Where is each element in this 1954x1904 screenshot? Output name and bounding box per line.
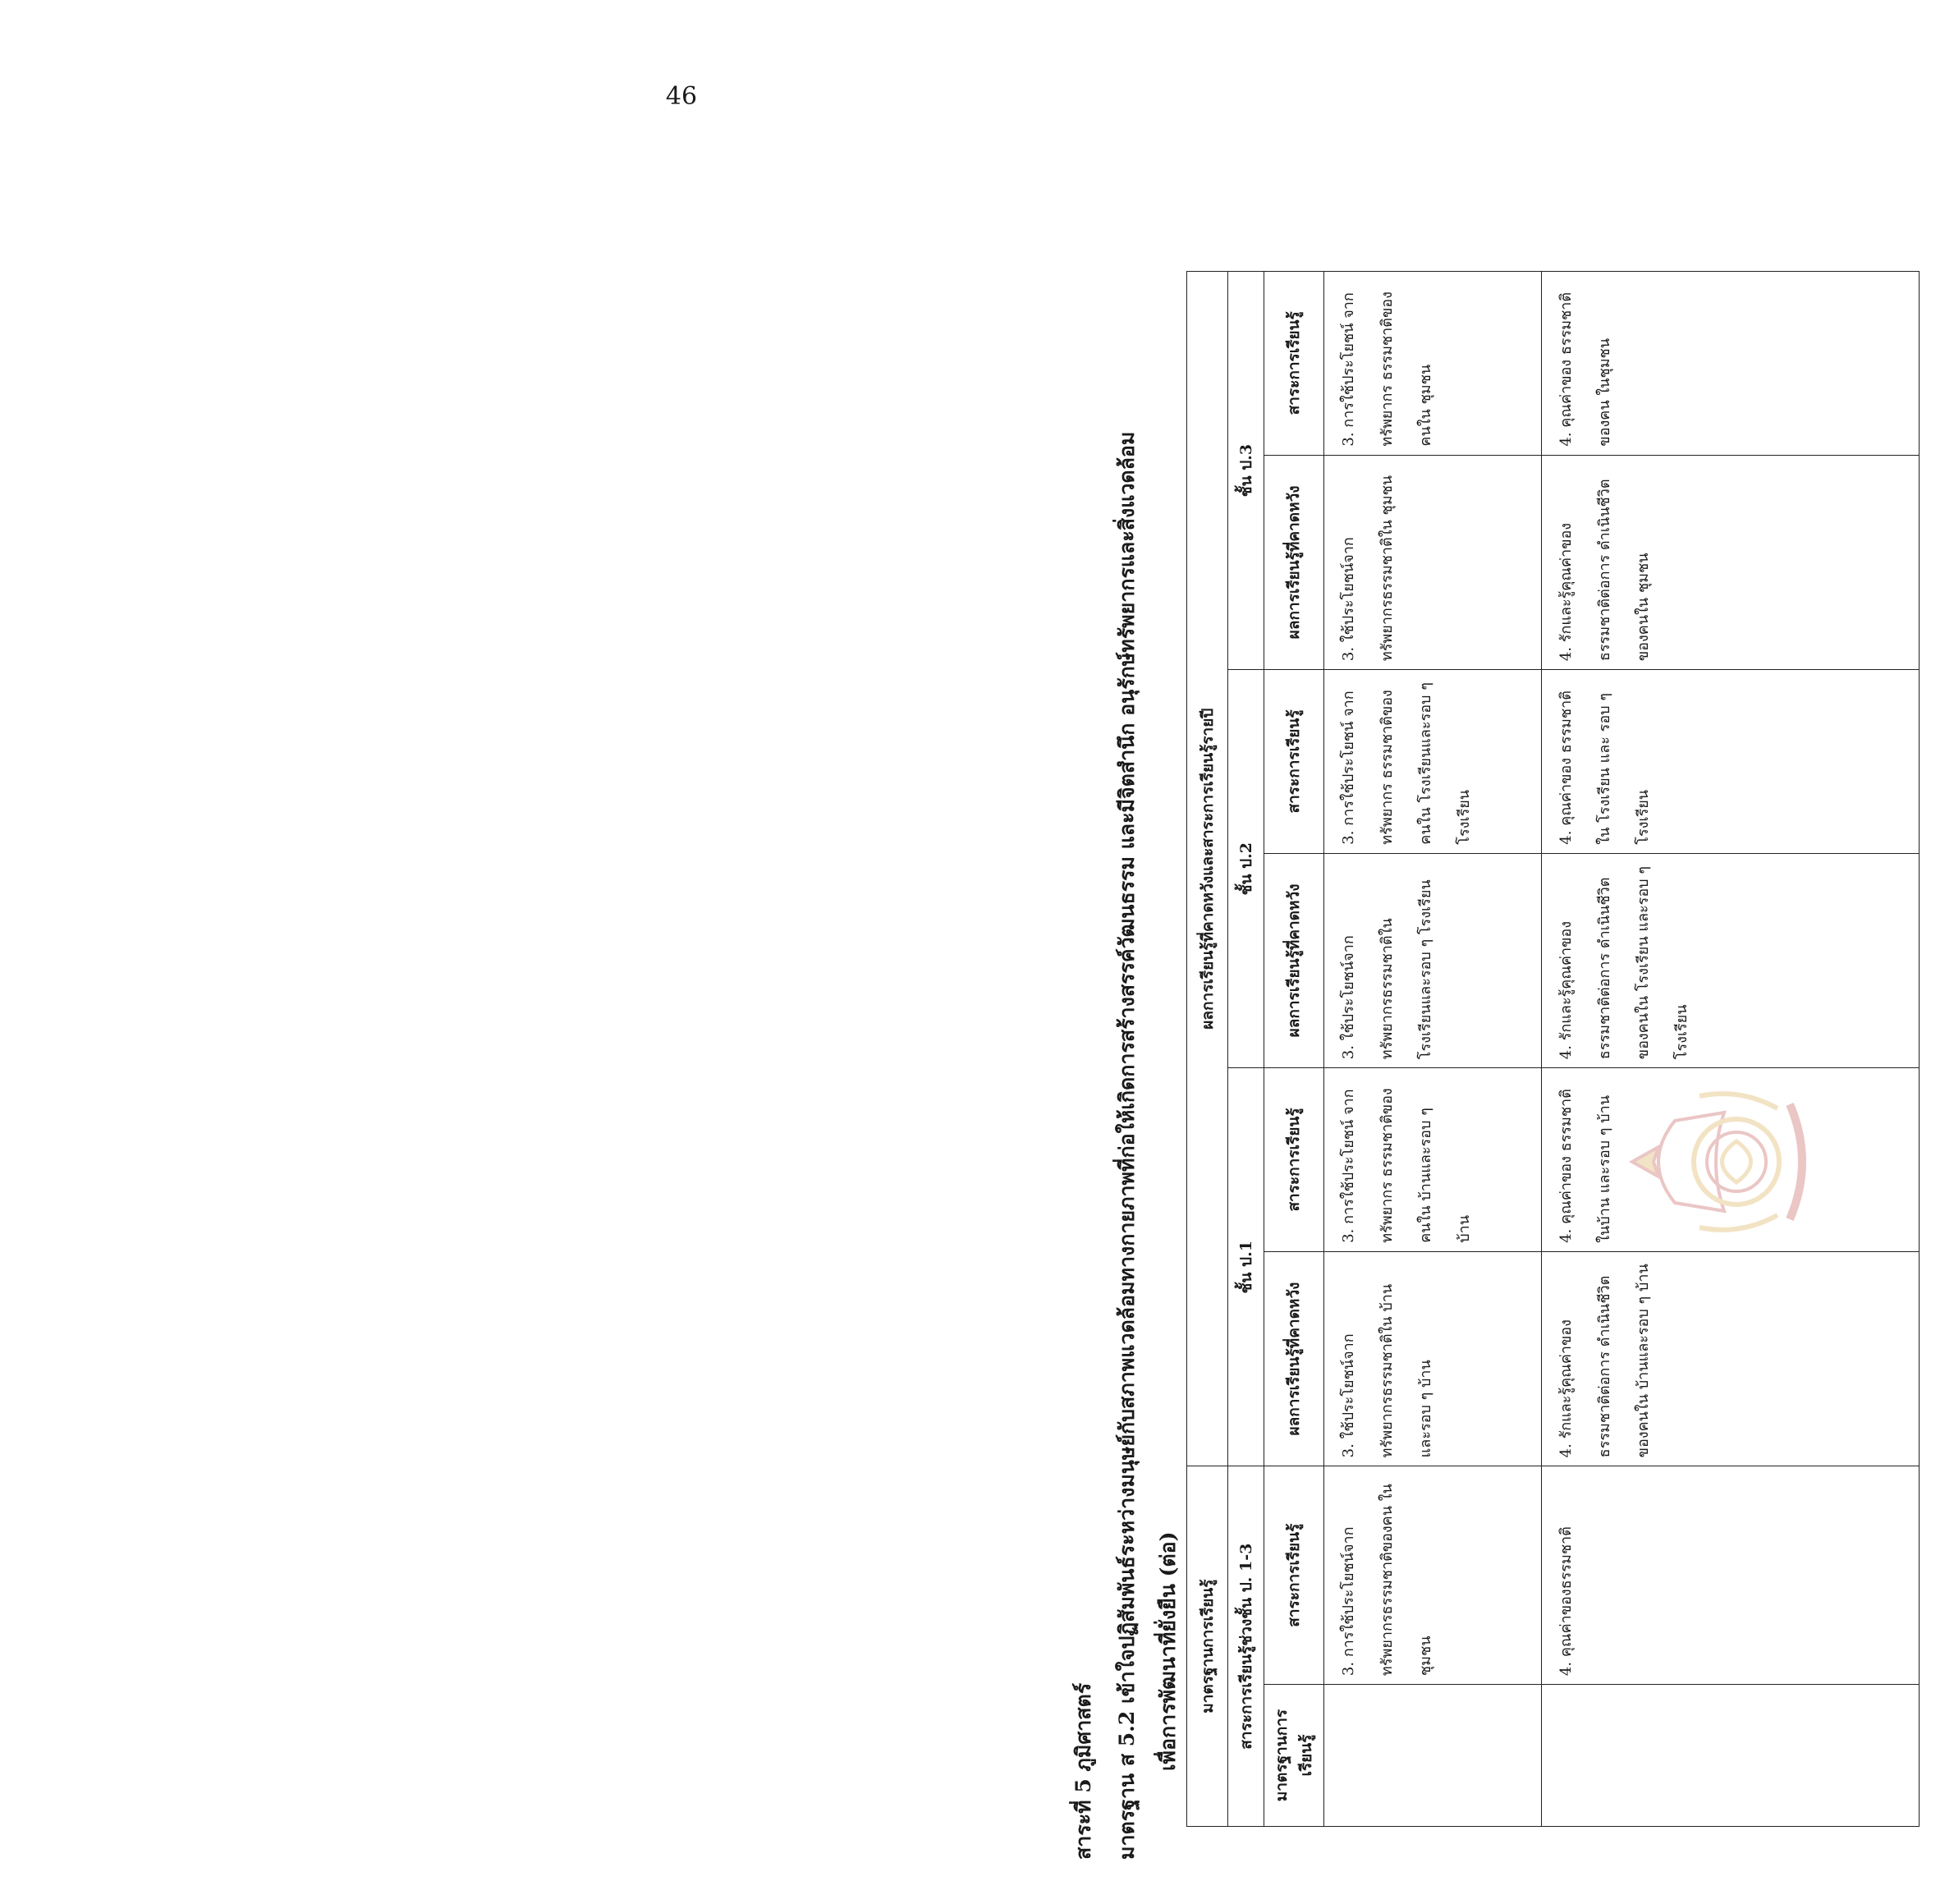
header-row-middle — [1228, 272, 1264, 1827]
header-col-p3-outcome: ผลการเรียนรู้ที่คาดหวัง — [1264, 455, 1324, 670]
cell-p3-content: 4. คุณค่าของ ธรรมชาติของคน ในชุมชน — [1542, 272, 1920, 456]
cell-p3-outcome: 3. ใช้ประโยชน์จาก ทรัพยากรธรรมชาติใน ชุมชน — [1324, 455, 1542, 670]
cell-p3-content: 3. การใช้ประโยชน์ จากทรัพยากร ธรรมชาติของคนใน ชุมชน — [1324, 272, 1542, 456]
cell-p1-content: 4. คุณค่าของ ธรรมชาติในบ้าน และรอบ ๆ บ้าน — [1542, 1068, 1920, 1252]
header-grade-p3: ชั้น ป.3 — [1228, 272, 1264, 670]
header-col-p1-content: สาระการเรียนรู้ — [1264, 1068, 1324, 1252]
curriculum-table — [1186, 271, 1920, 1827]
header-col-p3-content: สาระการเรียนรู้ — [1264, 272, 1324, 456]
rotated-content — [1067, 218, 1954, 1860]
header-col-p1-outcome: ผลการเรียนรู้ที่คาดหวัง — [1264, 1251, 1324, 1466]
document-heading — [1067, 218, 1195, 1860]
header-col-range-content: สาระการเรียนรู้ — [1264, 1466, 1324, 1685]
header-col-standard: มาตรฐานการเรียนรู้ — [1264, 1685, 1324, 1827]
cell-range-content: 4. คุณค่าของธรรมชาติ — [1542, 1466, 1920, 1685]
page-number: 46 — [665, 82, 698, 111]
cell-p2-content: 3. การใช้ประโยชน์ จากทรัพยากร ธรรมชาติของคนใน โรงเรียนและรอบ ๆ โรงเรียน — [1324, 670, 1542, 854]
cell-p1-outcome: 4. รักและรู้คุณค่าของ ธรรมชาติต่อการ ดำเนินชีวิตของคนใน บ้านและรอบ ๆ บ้าน — [1542, 1251, 1920, 1466]
heading-standard: มาตรฐาน ส 5.2 เข้าใจปฏิสัมพันธ์ระหว่างมนุษย์กับสภาพแวดล้อมทางกายภาพที่ก่อให้เกิดการสร้างสรรค์วัฒนธรรม และมีจิตสำนึก อนุรักษ์ทรัพยากรและสิ่งแวดล้อม — [1115, 431, 1139, 1860]
header-col-p2-outcome: ผลการเรียนรู้ที่คาดหวัง — [1264, 853, 1324, 1068]
cell-p2-outcome: 4. รักและรู้คุณค่าของ ธรรมชาติต่อการ ดำเนินชีวิตของคนใน โรงเรียน และรอบ ๆ โรงเรียน — [1542, 853, 1920, 1068]
cell-range-content: 3. การใช้ประโยชน์จาก ทรัพยากรธรรมชาติของคน ในชุมชน — [1324, 1466, 1542, 1685]
curriculum-table-wrapper — [1186, 271, 1897, 1827]
heading-strand: สาระที่ 5 ภูมิศาสตร์ — [1071, 1682, 1095, 1860]
header-row-top — [1187, 272, 1228, 1827]
cell-p1-content: 3. การใช้ประโยชน์ จากทรัพยากร ธรรมชาติของคนใน บ้านและรอบ ๆ บ้าน — [1324, 1068, 1542, 1252]
cell-standard — [1324, 1685, 1542, 1827]
cell-p2-content: 4. คุณค่าของ ธรรมชาติใน โรงเรียน และ รอบ ๆโรงเรียน — [1542, 670, 1920, 854]
header-standard-group: มาตรฐานการเรียนรู้ — [1187, 1466, 1228, 1827]
cell-standard — [1542, 1685, 1920, 1827]
header-grade-p2: ชั้น ป.2 — [1228, 670, 1264, 1068]
header-col-p2-content: สาระการเรียนรู้ — [1264, 670, 1324, 854]
table-row — [1324, 272, 1542, 1827]
header-row-bottom — [1264, 272, 1324, 1827]
header-content-range: สาระการเรียนรู้ช่วงชั้น ป. 1-3 — [1228, 1466, 1264, 1827]
cell-p3-outcome: 4. รักและรู้คุณค่าของ ธรรมชาติต่อการ ดำเนินชีวิตของคนใน ชุมชน — [1542, 455, 1920, 670]
header-grade-p1: ชั้น ป.1 — [1228, 1068, 1264, 1466]
header-outcomes-group: ผลการเรียนรู้ที่คาดหวังและสาระการเรียนรู้รายปี — [1187, 272, 1228, 1466]
cell-p2-outcome: 3. ใช้ประโยชน์จาก ทรัพยากรธรรมชาติใน โรงเรียนและรอบ ๆ โรงเรียน — [1324, 853, 1542, 1068]
cell-p1-outcome: 3. ใช้ประโยชน์จาก ทรัพยากรธรรมชาติใน บ้านและรอบ ๆ บ้าน — [1324, 1251, 1542, 1466]
table-row — [1542, 272, 1920, 1827]
heading-standard-continued: เพื่อการพัฒนาที่ยั่งยืน (ต่อ) — [1156, 1531, 1180, 1771]
